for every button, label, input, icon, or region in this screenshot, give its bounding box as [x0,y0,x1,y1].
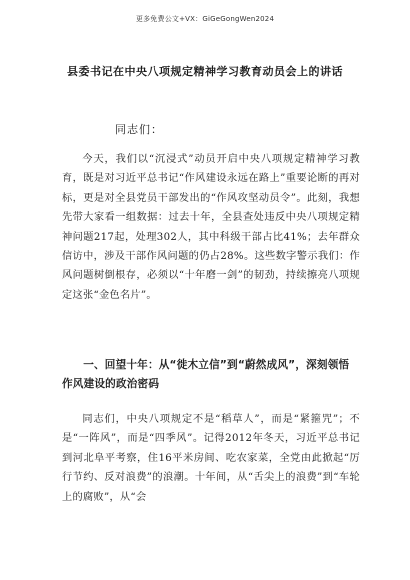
header-note: 更多免费公文+VX：GiGeGongWen2024 [135,15,275,23]
document-title: 县委书记在中央八项规定精神学习教育动员会上的讲话 [67,65,343,78]
paragraph-intro: 今天，我们以“沉浸式”动员开启中央八项规定精神学习教育，既是对习近平总书记“作风建设永远在路上”重要论断的再对标，更是对全县党员干部发出的“作风攻坚动员令”。此刻，我想先带大家看一组数据：过去十年，全县查处违反中央八项规定精神问题217起，处理302人，其中科级干部占比41%；去年群众信访中，涉及干部作风问题的仍占28%。这些数字警示我们：作风问题树倒根存，必须以“十年磨一剑”的韧劲，持续擦亮八项规定这张“金色名片”。 [62,154,360,301]
salutation: 同志们： [115,123,163,136]
section-heading-1: 一、回望十年：从“徙木立信”到“蔚然成风”，深刻领悟作风建设的政治密码 [62,359,350,390]
paragraph-section-1: 同志们，中央八项规定不是“稻草人”，而是“紧箍咒”；不是“一阵风”，而是“四季风”。记得2012年冬天，习近平总书记到河北阜平考察，住16平米房间、吃农家菜，全党由此掀起“厉行节约、反对浪费”的浪潮。十年间，从“舌尖上的浪费”到“车轮上的腐败”，从“会 [62,414,360,503]
